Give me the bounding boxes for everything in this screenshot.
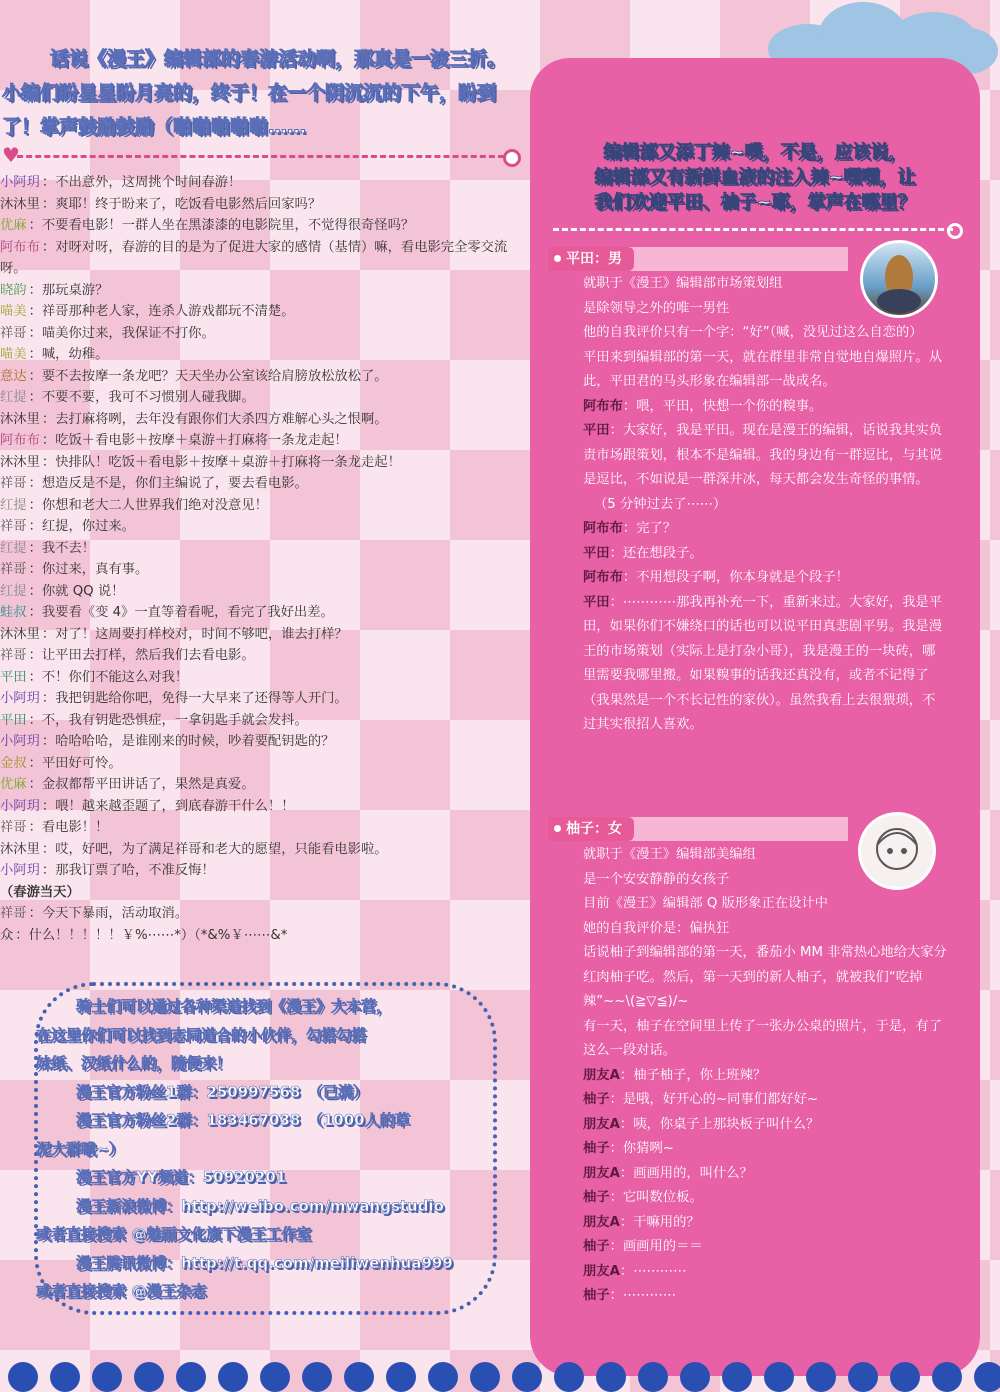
dialog-text: 画画用的，叫什么？: [633, 1165, 753, 1181]
dialog-speaker: 朋友A: [583, 1165, 620, 1181]
dialog-text: 是哦，好开心的~同事们都好好~: [622, 1092, 819, 1107]
border-dot: [302, 1362, 332, 1392]
dialog-speaker: 柚子: [583, 1190, 610, 1205]
chat-line: 优麻 ：金叔都帮平田讲话了，果然是真爱。: [0, 777, 255, 792]
chat-speaker: 意达: [0, 368, 27, 384]
chat-text: 让平田去打样，然后我们去看电影。: [41, 648, 255, 663]
fan-line: 漫王官方粉丝2群：183467038 （1000人的草: [76, 1111, 410, 1129]
panel-divider: [553, 228, 953, 231]
dialog-line: 平田：大家好，我是平田。现在是漫王的编辑，话说我其实负责市场跟策划，根本不是编辑。我的身边有一群逗比，与其说是逗比，不如说是一群深井冰，每天都会发生奇怪的事情。: [583, 423, 943, 487]
chat-speaker: 祥哥: [0, 906, 27, 921]
chat-speaker: 祥哥: [0, 820, 27, 835]
dialog-speaker: 柚子: [583, 1092, 610, 1107]
border-dot: [638, 1362, 668, 1392]
chat-text: 不要不要，我可不习惯别人碰我脚。: [41, 390, 255, 405]
chat-line: 祥哥 ：让平田去打样，然后我们去看电影。: [0, 648, 255, 663]
divider: [8, 155, 513, 158]
chat-line: 阿布布 ：对呀对呀，春游的目的是为了促进大家的感情（基情）嘛，看电影完全零交流呀。: [0, 239, 508, 276]
fan-line: 在这里你们可以找到志同道合的小伙伴，勾搭勾搭: [36, 1025, 367, 1044]
chat-text: 什么！！！！！￥%⋯⋯*）（*&%￥⋯⋯&*: [28, 927, 288, 943]
chat-line: 祥哥 ：喵美你过来，我保证不打你。: [0, 325, 215, 341]
dialog-text: 咦，你桌子上那块板子叫什么？: [633, 1116, 820, 1132]
chat-log: [0, 172, 520, 946]
chat-line: 祥哥 ：红提，你过来。: [0, 519, 135, 534]
chat-speaker: 阿布布: [0, 433, 40, 448]
chat-line: 小阿玥 ：我把钥匙给你吧，免得一大早来了还得等人开门。: [0, 691, 348, 706]
chat-line: 平田 ：不！你们不能这么对我！: [0, 669, 189, 685]
dialog-speaker: 朋友A: [583, 1067, 620, 1083]
chat-speaker: 小阿玥: [0, 798, 40, 814]
border-dot: [92, 1362, 122, 1392]
profile-line: 就职于《漫王》编辑部美编组: [583, 847, 756, 862]
border-dot: [554, 1362, 584, 1392]
yuzu-profile: [548, 843, 948, 1309]
border-dot: [470, 1362, 500, 1392]
dialog-line: 朋友A：画画用的，叫什么？: [583, 1165, 753, 1181]
border-dot: [512, 1362, 542, 1392]
chat-line: 意达 ：要不去按摩一条龙吧？天天坐办公室该给肩膀放松放松了。: [0, 368, 388, 384]
chat-line: 红提 ：不要不要，我可不习惯别人碰我脚。: [0, 390, 255, 405]
chat-speaker: 喵美: [0, 347, 27, 362]
border-dot: [680, 1362, 710, 1392]
dialog-text: 画画用的＝＝: [622, 1239, 703, 1254]
fan-line: 漫王官方YY频道：50920201: [76, 1168, 287, 1186]
chat-line: 小阿玥 ：不出意外，这周挑个时间春游！: [0, 175, 242, 190]
dialog-speaker: 阿布布: [583, 521, 623, 536]
chat-text: 你想和老大二人世界我们绝对没意见！: [41, 497, 268, 513]
chat-speaker: 优麻: [0, 218, 27, 233]
dialog-line: 柚子：是哦，好开心的~同事们都好好~: [583, 1092, 819, 1107]
chat-text: 不出意外，这周挑个时间春游！: [55, 175, 242, 190]
dialog-speaker: 平田: [583, 594, 610, 610]
dialog-speaker: 平田: [583, 423, 610, 438]
fan-line: 骑士们可以通过各种渠道找到《漫王》大本营，: [76, 997, 392, 1015]
chat-text: 祥哥那种老人家，连杀人游戏都玩不清楚。: [41, 304, 295, 319]
dialog-text: ⋯⋯⋯⋯: [633, 1263, 687, 1279]
chat-speaker: 喵美: [0, 304, 27, 319]
dialog-line: [548, 493, 948, 518]
fan-line: 或者直接搜索 @魅丽文化旗下漫王工作室: [36, 1225, 312, 1243]
hirata-profile: [548, 272, 948, 738]
border-dot: [386, 1362, 416, 1392]
chat-text: 哈哈哈哈，是谁刚来的时候，吵着要配钥匙的？: [55, 734, 335, 749]
chat-speaker: 小阿玥: [0, 863, 40, 878]
border-dot: [722, 1362, 752, 1392]
dialog-line: 朋友A：⋯⋯⋯⋯: [583, 1263, 687, 1279]
chat-speaker: 红提: [0, 540, 27, 556]
chat-text: 我要看《变 4》一直等着看呢，看完了我好出差。: [41, 605, 334, 620]
chat-line: 红提 ：我不去！: [0, 540, 96, 556]
border-dot: [218, 1362, 248, 1392]
dialog-text: 它叫数位板。: [622, 1190, 703, 1205]
fan-line: 妹纸、汉纸什么的，随便来！: [36, 1054, 232, 1072]
chat-line: 小阿玥 ：哈哈哈哈，是谁刚来的时候，吵着要配钥匙的？: [0, 734, 335, 749]
chat-text: 对了！这周要打样校对，时间不够吧，谁去打样？: [55, 626, 348, 642]
chat-speaker: 小阿玥: [0, 691, 40, 706]
chat-speaker: 红提: [0, 583, 27, 599]
panel-title-line: 编辑部又有新鲜血液的注入辣~嘿嘿，让: [594, 167, 916, 188]
chat-speaker: 蛙叔: [0, 605, 27, 620]
chat-text: 今天下暴雨，活动取消。: [41, 906, 189, 921]
dialog-speaker: 阿布布: [583, 570, 623, 585]
chat-text: 那玩桌游？: [41, 282, 109, 298]
border-dot: [8, 1362, 38, 1392]
bottom-border: [0, 1358, 1000, 1381]
chat-line: 沐沐里 ：爽耶！终于盼来了，吃饭看电影然后回家吗？: [0, 196, 322, 212]
chat-text: 不要看电影！一群人坐在黑漆漆的电影院里，不觉得很奇怪吗？: [41, 218, 415, 233]
intro-text: 话说《漫王》编辑部的春游活动啊，那真是一波三折。小编们盼星星盼月亮的，终于！在一个阴沉沉的下午，盼到了！掌声鼓励鼓励（啪啪啪啪啪……: [2, 48, 507, 138]
chat-speaker: 金叔: [0, 755, 27, 771]
dialog-text: 不用想段子啊，你本身就是个段子！: [636, 570, 849, 585]
dialog-line: 柚子：⋯⋯⋯⋯: [583, 1288, 677, 1303]
fan-line: 或者直接搜索 @漫王杂志: [36, 1282, 207, 1300]
dialog-speaker: 柚子: [583, 1288, 610, 1303]
chat-line: 祥哥 ：今天下暴雨，活动取消。: [0, 906, 189, 921]
chat-line: 沐沐里 ：去打麻将咧，去年没有跟你们大杀四方难解心头之恨啊。: [0, 411, 388, 427]
chat-line: 沐沐里 ：快排队！吃饭＋看电影＋按摩＋桌游＋打麻将一条龙走起！: [0, 454, 401, 470]
chat-line: 喵美 ：祥哥那种老人家，连杀人游戏都玩不清楚。: [0, 304, 295, 319]
chat-speaker: 沐沐里: [0, 454, 40, 470]
fan-line: 漫王腾讯微博：http://t.qq.com/meiliwenhua999: [76, 1253, 453, 1272]
dialog-line: 阿布布：喂，平田，快想一个你的糗事。: [583, 398, 823, 414]
dialog-speaker: 柚子: [583, 1239, 610, 1254]
border-dot: [764, 1362, 794, 1392]
chat-line: 红提 ：你想和老大二人世界我们绝对没意见！: [0, 497, 268, 513]
chat-text: 哎，好吧，为了满足祥哥和老大的愿望，只能看电影啦。: [55, 841, 388, 857]
dialog-text: 大家好，我是平田。现在是漫王的编辑，话说我其实负责市场跟策划，根本不是编辑。我的身边有一群逗比，与其说是逗比，不如说是一群深井冰，每天都会发生奇怪的事情。: [583, 423, 943, 487]
chat-text: 看电影！！: [41, 820, 109, 835]
border-dot: [50, 1362, 80, 1392]
chat-text: 要不去按摩一条龙吧？天天坐办公室该给肩膀放松放松了。: [41, 368, 388, 384]
profile-line: 就职于《漫王》编辑部市场策划组: [583, 276, 783, 291]
panel-title: [540, 140, 970, 215]
dialog-line: 朋友A：干嘛用的？: [583, 1214, 700, 1230]
dialog-speaker: 平田: [583, 545, 610, 561]
chat-line: 祥哥 ：你过来，真有事。: [0, 562, 149, 577]
chat-line: 红提 ：你就 QQ 说！: [0, 583, 125, 599]
chat-speaker: 沐沐里: [0, 626, 40, 642]
chat-speaker: 平田: [0, 712, 27, 728]
chat-line: 金叔 ：平田好可怜。: [0, 755, 122, 771]
chat-line: 平田 ：不，我有钥匙恐惧症，一拿钥匙手就会发抖。: [0, 712, 308, 728]
tag-yuzu: 柚子：女: [548, 817, 634, 841]
chat-line: 祥哥 ：看电影！！: [0, 820, 109, 835]
chat-line: 喵美 ：喊，幼稚。: [0, 347, 109, 362]
chat-speaker: 众: [0, 927, 14, 943]
profile-line: 话说柚子到编辑部的第一天，番茄小 MM 非常热心地给大家分红肉柚子吃。然后，第一天到的新人柚子，就被我们“吃掉辣”~~\(≧▽≦)/~: [583, 945, 947, 1009]
dialog-text: ⋯⋯⋯⋯: [622, 1288, 677, 1303]
chat-text: 不，我有钥匙恐惧症，一拿钥匙手就会发抖。: [41, 712, 308, 728]
border-dot: [134, 1362, 164, 1392]
chat-speaker: 祥哥: [0, 562, 27, 577]
border-dot: [344, 1362, 374, 1392]
chat-speaker: 祥哥: [0, 325, 27, 341]
chat-speaker: 红提: [0, 390, 27, 405]
chat-text: 快排队！吃饭＋看电影＋按摩＋桌游＋打麻将一条龙走起！: [55, 454, 401, 470]
chat-line: 众 ：什么！！！！！￥%⋯⋯*）（*&%￥⋯⋯&*: [0, 927, 288, 943]
profile-line: 是除领导之外的唯一男性: [583, 300, 730, 316]
chat-text: 吃饭＋看电影＋按摩＋桌游＋打麻将一条龙走起！: [55, 433, 348, 448]
dialog-line: 阿布布：完了？: [583, 521, 677, 536]
fan-line: 漫王新浪微博：http://weibo.com/mwangstudio: [76, 1196, 444, 1215]
chat-text: 喵美你过来，我保证不打你。: [41, 325, 215, 341]
dialog-line: 朋友A：柚子柚子，你上班辣？: [583, 1067, 767, 1083]
chat-speaker: 小阿玥: [0, 175, 40, 190]
profile-line: 目前《漫王》编辑部 Q 版形象正在设计中: [583, 896, 828, 911]
border-dot: [260, 1362, 290, 1392]
dialog-line: 柚子：画画用的＝＝: [583, 1239, 703, 1254]
dialog-text: 完了？: [636, 521, 677, 536]
chat-speaker: 祥哥: [0, 476, 27, 491]
profile-line: 他的自我评价只有一个字：“好”（喊，没见过这么自恋的）: [583, 325, 923, 340]
dialog-speaker: 朋友A: [583, 1214, 620, 1230]
dialog-text: （5 分钟过去了⋯⋯）: [594, 496, 727, 512]
dialog-speaker: 柚子: [583, 1141, 610, 1156]
dialog-line: 柚子：它叫数位板。: [583, 1190, 703, 1205]
dialog-text: 柚子柚子，你上班辣？: [633, 1067, 767, 1083]
chat-speaker: 祥哥: [0, 648, 27, 663]
chat-speaker: 平田: [0, 669, 27, 685]
chat-text: 去打麻将咧，去年没有跟你们大杀四方难解心头之恨啊。: [55, 411, 388, 427]
dialog-speaker: 朋友A: [583, 1116, 620, 1132]
panel-title-line: 我们欢迎平田、柚子~耶，掌声在哪里？: [594, 192, 916, 213]
chat-text: 爽耶！终于盼来了，吃饭看电影然后回家吗？: [55, 196, 322, 212]
chat-line: 祥哥 ：想造反是不是，你们主编说了，要去看电影。: [0, 476, 308, 491]
chat-speaker: 沐沐里: [0, 196, 40, 212]
chat-line: 小阿玥 ：喂！越来越歪题了，到底春游干什么！！: [0, 798, 295, 814]
chat-text: 我不去！: [41, 540, 96, 556]
dialog-text: 喂，平田，快想一个你的糗事。: [636, 398, 823, 414]
border-dot: [890, 1362, 920, 1392]
chat-text: 喂！越来越歪题了，到底春游干什么！！: [55, 798, 295, 814]
dialog-text: ⋯⋯⋯⋯那我再补充一下，重新来过。大家好，我是平田，如果你们不嫌绕口的话也可以说平田真悲剧平男。我是漫王的市场策划（实际上是打杂小哥），我是漫王的一块砖，哪里需要我哪里搬。如果糗事的话我还真没有，或者不记得了（我果然是一个不长记性的家伙）。虽然我看上去很猥琐，不过其实很招人喜欢。: [583, 594, 943, 732]
border-dot: [848, 1362, 878, 1392]
chat-speaker: 小阿玥: [0, 734, 40, 749]
dialog-line: 平田：⋯⋯⋯⋯那我再补充一下，重新来过。大家好，我是平田，如果你们不嫌绕口的话也可以说平田真悲剧平男。我是漫王的市场策划（实际上是打杂小哥），我是漫王的一块砖，哪里需要我哪里搬。如果糗事的话我还真没有，或者不记得了（我果然是一个不长记性的家伙）。虽然我看上去很猥琐，不过其实很招人喜欢。: [583, 594, 943, 732]
chat-line: 蛙叔 ：我要看《变 4》一直等着看呢，看完了我好出差。: [0, 605, 334, 620]
panel-title-line: 编辑部又添丁辣~噗，不是，应该说，: [603, 142, 907, 163]
chat-text: 想造反是不是，你们主编说了，要去看电影。: [41, 476, 308, 491]
chat-text: 那我订票了哈，不准反悔！: [55, 863, 215, 878]
border-dot: [974, 1362, 1000, 1392]
chat-speaker: 晓韵: [0, 282, 27, 298]
fan-info: [36, 992, 486, 1306]
chat-text: 平田好可怜。: [41, 755, 122, 771]
dialog-line: 朋友A：咦，你桌子上那块板子叫什么？: [583, 1116, 820, 1132]
border-dot: [806, 1362, 836, 1392]
chat-text: 红提，你过来。: [41, 519, 135, 534]
dialog-speaker: 阿布布: [583, 398, 623, 414]
fan-line: 泥大群哦~）: [36, 1139, 124, 1158]
dialog-line: 阿布布：不用想段子啊，你本身就是个段子！: [583, 570, 849, 585]
chat-line: 晓韵 ：那玩桌游？: [0, 282, 109, 298]
chat-speaker: 优麻: [0, 777, 27, 792]
chat-text: 不！你们不能这么对我！: [41, 669, 189, 685]
chat-speaker: 沐沐里: [0, 841, 40, 857]
border-dot: [428, 1362, 458, 1392]
profile-line: 是一个安安静静的女孩子: [583, 871, 730, 887]
border-dot: [176, 1362, 206, 1392]
chat-speaker: 红提: [0, 497, 27, 513]
chat-speaker: 阿布布: [0, 239, 40, 255]
chat-line: 阿布布 ：吃饭＋看电影＋按摩＋桌游＋打麻将一条龙走起！: [0, 433, 348, 448]
dialog-line: 平田：还在想段子。: [583, 545, 703, 561]
chat-speaker: 祥哥: [0, 519, 27, 534]
chat-text: 金叔都帮平田讲话了，果然是真爱。: [41, 777, 255, 792]
dialog-text: 你猜咧~: [622, 1141, 674, 1156]
border-dot: [932, 1362, 962, 1392]
profile-line: 有一天，柚子在空间里上传了一张办公桌的照片，于是，有了这么一段对话。: [583, 1018, 943, 1058]
chat-speaker: 沐沐里: [0, 411, 40, 427]
chat-note: （春游当天）: [0, 884, 80, 900]
border-dot: [596, 1362, 626, 1392]
profile-line: 她的自我评价是：偏执狂: [583, 920, 730, 936]
chat-text: 你过来，真有事。: [41, 562, 149, 577]
dialog-text: 还在想段子。: [622, 545, 703, 561]
dialog-text: 干嘛用的？: [633, 1214, 700, 1230]
chat-line: 小阿玥 ：那我订票了哈，不准反悔！: [0, 863, 215, 878]
dialog-speaker: 朋友A: [583, 1263, 620, 1279]
chat-line: 沐沐里 ：哎，好吧，为了满足祥哥和老大的愿望，只能看电影啦。: [0, 841, 388, 857]
tag-hirata: 平田：男: [548, 247, 634, 271]
profile-line: 平田来到编辑部的第一天，就在群里非常自觉地自爆照片。从此，平田君的马头形象在编辑部一战成名。: [583, 349, 943, 389]
chat-text: 对呀对呀，春游的目的是为了促进大家的感情（基情）嘛，看电影完全零交流呀。: [0, 239, 508, 276]
heart-icon: ♥: [2, 143, 20, 167]
dialog-line: 柚子：你猜咧~: [583, 1141, 674, 1156]
chat-text: 喊，幼稚。: [41, 347, 109, 362]
chat-text: 你就 QQ 说！: [41, 583, 125, 599]
chat-line: 优麻 ：不要看电影！一群人坐在黑漆漆的电影院里，不觉得很奇怪吗？: [0, 218, 415, 233]
chat-text: 我把钥匙给你吧，免得一大早来了还得等人开门。: [55, 691, 348, 706]
fan-line: 漫王官方粉丝1群：250997568 （已满）: [76, 1082, 368, 1101]
chat-line: 沐沐里 ：对了！这周要打样校对，时间不够吧，谁去打样？: [0, 626, 348, 642]
